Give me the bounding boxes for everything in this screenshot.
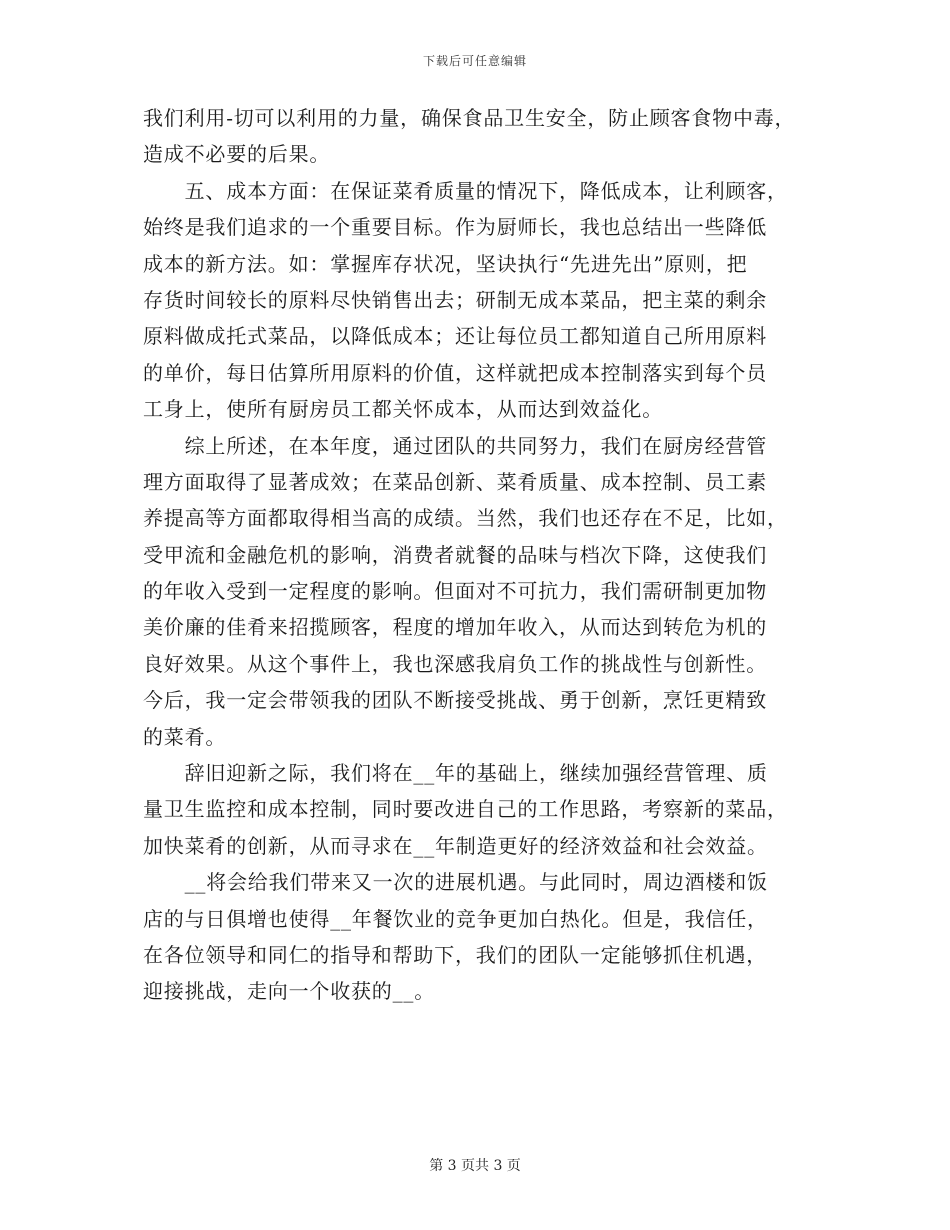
text-line: 存货时间较长的原料尽快销售出去；研制无成本菜品，把主菜的剩余 bbox=[143, 287, 767, 312]
text-line: 受甲流和金融危机的影响，消费者就餐的品味与档次下降，这使我们 bbox=[143, 542, 767, 567]
text-line: 原料做成托式菜品，以降低成本；还让每位员工都知道自己所用原料 bbox=[143, 324, 767, 349]
text-line: 的年收入受到一定程度的影响。但面对不可抗力，我们需研制更加物 bbox=[143, 579, 767, 604]
text-line: 的菜肴。 bbox=[143, 724, 227, 749]
page-header: 下载后可任意编辑 bbox=[422, 54, 527, 68]
text-line: 量卫生监控和成本控制，同时要改进自己的工作思路，考察新的菜品， bbox=[143, 797, 788, 822]
text-line: 成本的新方法。如：掌握库存状况，坚诀执行“先进先出”原则，把 bbox=[143, 251, 748, 276]
text-line: 始终是我们追求的一个重要目标。作为厨师长，我也总结出一些降低 bbox=[143, 215, 767, 240]
text-line: 今后，我一定会带领我的团队不断接受挑战、勇于创新，烹饪更精致 bbox=[143, 688, 767, 713]
text-line: 工身上，使所有厨房员工都关怀成本，从而达到效益化。 bbox=[143, 397, 663, 422]
text-line: 美价廉的佳肴来招揽顾客，程度的增加年收入，从而达到转危为机的 bbox=[143, 615, 767, 640]
text-line: 的单价，每日估算所用原料的价值，这样就把成本控制落实到每个员 bbox=[143, 360, 767, 385]
text-line: 五、成本方面：在保证菜肴质量的情况下，降低成本，让利顾客， bbox=[143, 178, 788, 203]
text-line: 造成不必要的后果。 bbox=[143, 142, 331, 167]
text-line: 理方面取得了显著成效；在菜品创新、菜肴质量、成本控制、员工素 bbox=[143, 469, 767, 494]
page-footer: 第 3 页共 3 页 bbox=[429, 1158, 521, 1174]
text-line: 迎接挑战，走向一个收获的__。 bbox=[143, 979, 435, 1004]
text-line: 辞旧迎新之际，我们将在__年的基础上，继续加强经营管理、质 bbox=[143, 761, 768, 786]
document-body bbox=[143, 100, 823, 1010]
text-line: 综上所述，在本年度，通过团队的共同努力，我们在厨房经营管 bbox=[143, 433, 767, 458]
text-line: __将会给我们带来又一次的进展机遇。与此同时，周边酒楼和饭 bbox=[143, 870, 768, 895]
text-line: 店的与日俱增也使得__年餐饮业的竞争更加白热化。但是，我信任， bbox=[143, 906, 768, 931]
text-line: 加快菜肴的创新，从而寻求在__年制造更好的经济效益和社会效益。 bbox=[143, 833, 768, 858]
text-line: 养提高等方面都取得相当高的成绩。当然，我们也还存在不足，比如， bbox=[143, 506, 788, 531]
text-line: 在各位领导和同仁的指导和帮助下，我们的团队一定能够抓住机遇， bbox=[143, 942, 767, 967]
text-line: 良好效果。从这个事件上，我也深感我肩负工作的挑战性与创新性。 bbox=[143, 651, 767, 676]
text-line: 我们利用-切可以利用的力量，确保食品卫生安全，防止顾客食物中毒， bbox=[143, 106, 796, 130]
